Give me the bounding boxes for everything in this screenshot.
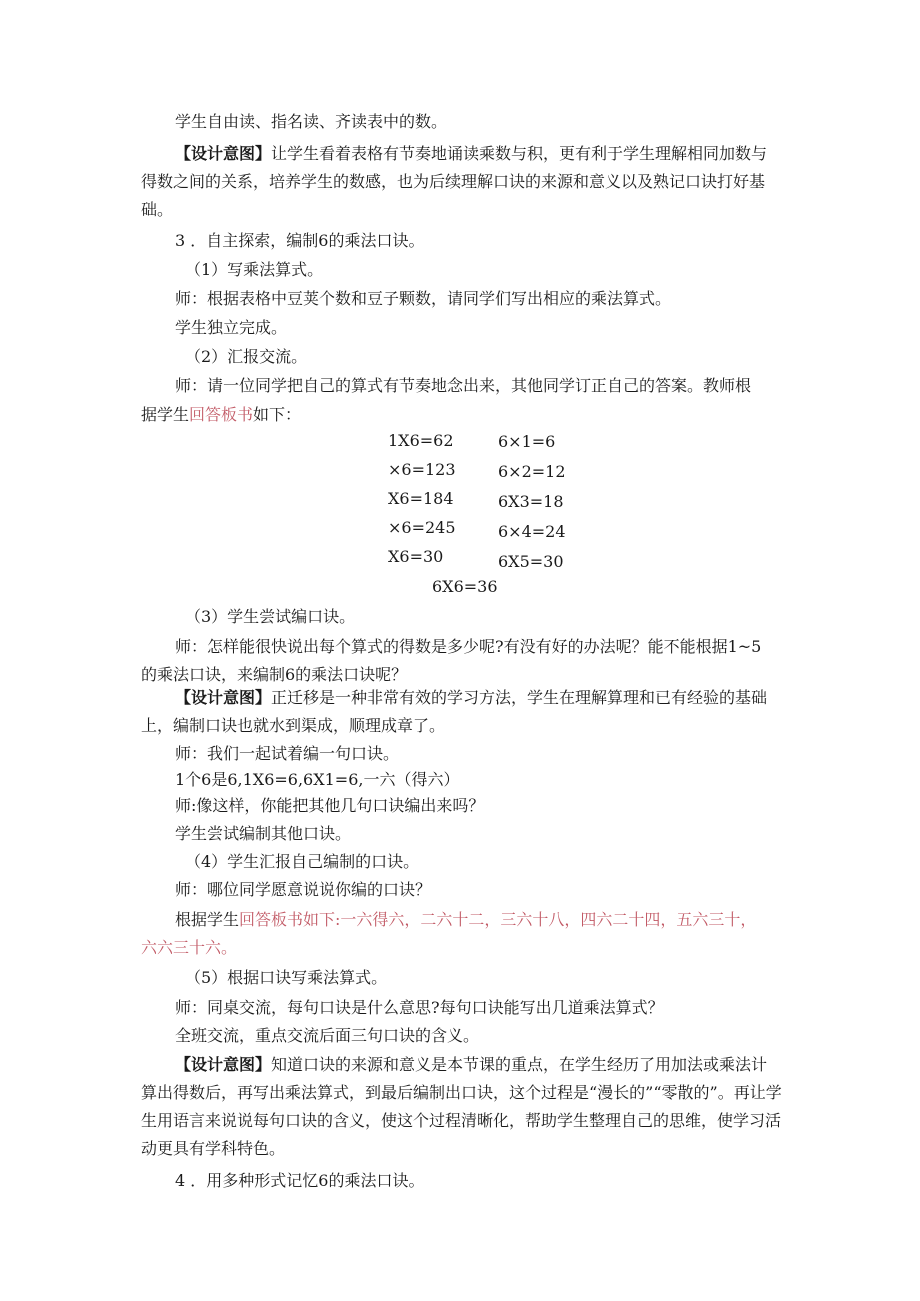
text-segment: 根据学生 [175, 910, 240, 929]
equation-right: 6×4=24 [498, 522, 566, 541]
equation-left: X6=30 [388, 547, 444, 566]
equation-right: 6X3=18 [498, 492, 564, 511]
design-intent-2 [141, 684, 783, 740]
equation-right: 6×1=6 [498, 432, 556, 451]
answer-line-cont: 六六三十六。 [141, 938, 238, 957]
teacher-line-6: 师：哪位同学愿意说说你编的口诀？ [175, 880, 432, 899]
teacher-line-5: 师:像这样，你能把其他几句口诀编出来吗？ [175, 796, 485, 815]
design-intent-3 [141, 1051, 783, 1163]
equation-left: X6=184 [388, 489, 454, 508]
student-line-2: 学生尝试编制其他口诀。 [175, 824, 352, 843]
equation-left: 1X6=62 [388, 431, 454, 450]
teacher-line-4: 师：我们一起试着编一句口诀。 [175, 744, 400, 763]
equation-left: ×6=245 [388, 518, 456, 537]
teacher-line-7: 师：同桌交流，每句口诀是什么意思?每句口诀能写出几道乘法算式？ [175, 998, 664, 1017]
design-intent-tag: 【设计意图】 [175, 144, 272, 163]
design-intent-tag: 【设计意图】 [175, 688, 272, 707]
substep-5: （5）根据口诀写乘法算式。 [185, 968, 388, 987]
design-intent-tag: 【设计意图】 [175, 1055, 272, 1074]
step-4-heading: 4 ．用多种形式记忆6的乘法口诀。 [175, 1171, 425, 1190]
student-line-1: 学生独立完成。 [175, 318, 288, 337]
equation-left: ×6=123 [388, 460, 456, 479]
substep-1: （1）写乘法算式。 [185, 260, 324, 279]
highlight-segment: 回答板书如下:一六得六，二六十二，三六十八，四六二十四，五六三十， [239, 910, 757, 929]
highlight-segment: 回答板书 [189, 405, 254, 424]
teacher-line-2-cont [141, 401, 781, 429]
answer-line [175, 906, 815, 934]
substep-3: （3）学生尝试编口诀。 [185, 607, 356, 626]
example-formula: 1个6是6,1X6=6,6X1=6,一六（得六） [175, 770, 460, 789]
substep-4: （4）学生汇报自己编制的口诀。 [185, 852, 420, 871]
substep-2: （2）汇报交流。 [185, 347, 308, 366]
text-segment: 据学生 [141, 405, 190, 424]
teacher-line-2: 师：请一位同学把自己的算式有节奏地念出来，其他同学订正自己的答案。教师根 [175, 376, 752, 395]
design-intent-1 [141, 140, 783, 224]
student-line-3: 全班交流，重点交流后面三句口诀的含义。 [175, 1026, 480, 1045]
equation-final: 6X6=36 [432, 577, 498, 596]
teacher-line-3-cont: 的乘法口诀，来编制6的乘法口诀呢？ [141, 665, 408, 684]
design-intent-body: 知道口诀的来源和意义是本节课的重点，在学生经历了用加法或乘法计算出得数后，再写出乘法算式，到最后编制出口诀，这个过程是“漫长的”“零散的”。再让学生用语言来说说每句口诀的含义，使这个过程清晰化，帮助学生整理自己的思维，使学习活动更具有学科特色。 [141, 1055, 782, 1158]
equation-right: 6X5=30 [498, 552, 564, 571]
teacher-line-1: 师：根据表格中豆荚个数和豆子颗数，请同学们写出相应的乘法算式。 [175, 289, 672, 308]
design-intent-body: 让学生看着表格有节奏地诵读乘数与积，更有利于学生理解相同加数与得数之间的关系，培养学生的数感，也为后续理解口诀的来源和意义以及熟记口诀打好基础。 [141, 144, 768, 219]
equation-right: 6×2=12 [498, 462, 566, 481]
teacher-line-3: 师：怎样能很快说出每个算式的得数是多少呢?有没有好的办法呢？能不能根据1~5 [175, 637, 762, 656]
text-segment: 如下： [253, 405, 302, 424]
step-3-heading: 3 ．自主探索，编制6的乘法口诀。 [175, 231, 425, 250]
design-intent-body: 正迁移是一种非常有效的学习方法，学生在理解算理和已有经验的基础上，编制口诀也就水到渠成，顺理成章了。 [141, 688, 768, 735]
paragraph-read: 学生自由读、指名读、齐读表中的数。 [175, 112, 448, 131]
